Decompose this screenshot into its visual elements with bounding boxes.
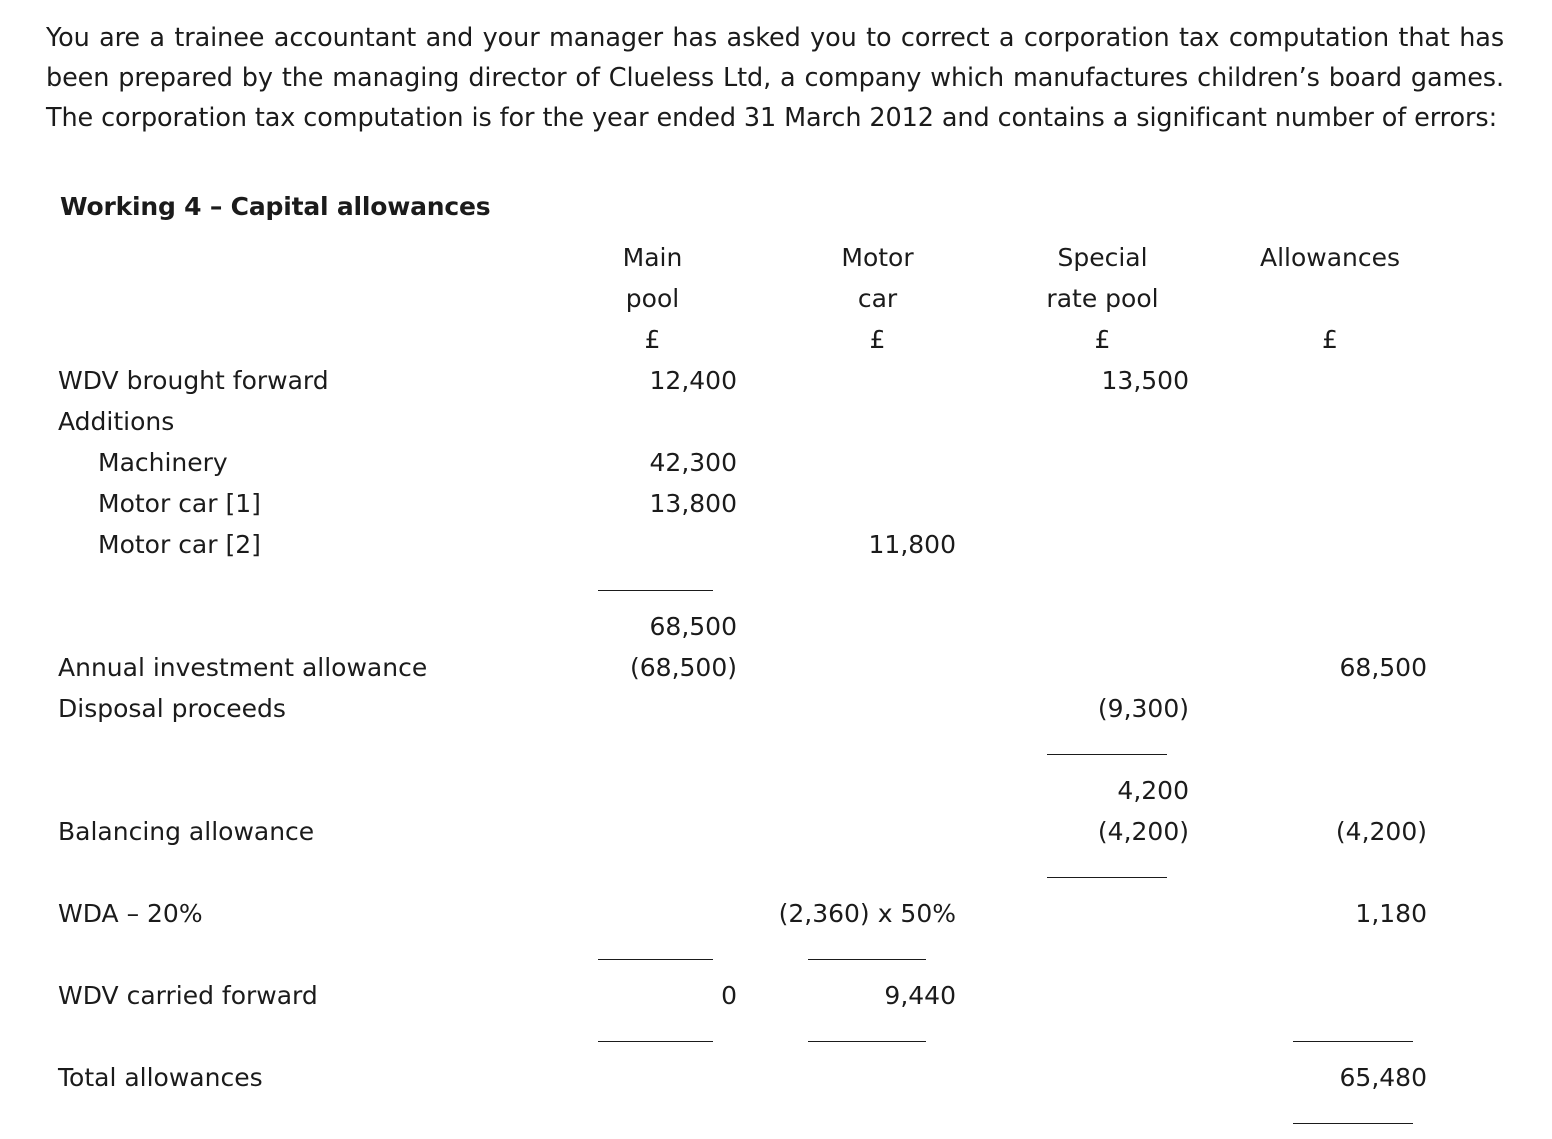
row-label-additions: Additions <box>58 407 175 436</box>
row-allow-machinery <box>1215 442 1445 483</box>
rule-blank-main-3 <box>540 852 765 893</box>
rule-blank-main-2 <box>540 729 765 770</box>
rule-blank-motor <box>765 565 990 606</box>
header-main-pool-line1: Main <box>622 243 683 272</box>
rule-allow-total-top <box>1215 1016 1445 1057</box>
row-main-motor-car-2 <box>540 524 765 565</box>
rule-blank-5 <box>40 1016 540 1057</box>
row-label-srp-balance <box>40 770 540 811</box>
row-allow-motor-car-2 <box>1215 524 1445 565</box>
row-main-machinery: 42,300 <box>649 448 737 477</box>
table-row <box>40 524 1445 565</box>
row-label-total-allowances: Total allowances <box>58 1063 263 1092</box>
row-allow-additions-total <box>1215 606 1445 647</box>
row-srp-machinery <box>990 442 1215 483</box>
row-motor-machinery <box>765 442 990 483</box>
row-srp-wdv-brought-forward: 13,500 <box>1101 366 1189 395</box>
rule-blank-allow <box>1215 565 1445 606</box>
intro-paragraph: You are a trainee accountant and your manager has asked you to correct a corporation tax computation that has been prepared by the managing director of Clueless Ltd, a company which manufactures children’s board games. The corporation tax computation is for the year ended 31 March 2012 and contains a significant number of errors: <box>46 23 1504 133</box>
table-row <box>40 893 1445 934</box>
currency-special-rate-pool: £ <box>1094 325 1111 354</box>
row-motor-motor-car-1 <box>765 483 990 524</box>
row-motor-total-allowances <box>765 1057 990 1098</box>
row-allow-additions <box>1215 401 1445 442</box>
row-srp-motor-car-1 <box>990 483 1215 524</box>
working-heading: Working 4 – Capital allowances <box>60 192 491 221</box>
header-allowances-line2 <box>1215 278 1445 319</box>
subtotal-rule-row-srp-2 <box>40 852 1445 893</box>
row-main-additions-total: 68,500 <box>649 612 737 641</box>
row-motor-wdv-brought-forward <box>765 360 990 401</box>
rule-allow-total-bottom <box>1215 1098 1445 1139</box>
row-motor-motor-car-2: 11,800 <box>868 530 956 559</box>
row-main-annual-investment-allowance: (68,500) <box>630 653 737 682</box>
row-allow-disposal-proceeds <box>1215 688 1445 729</box>
currency-blank <box>40 319 540 360</box>
header-motor-car-line1: Motor <box>841 243 914 272</box>
subtotal-rule-row-main <box>40 565 1445 606</box>
table-row <box>40 606 1445 647</box>
row-allow-total-allowances: 65,480 <box>1339 1063 1427 1092</box>
rule-motor-wdv <box>765 934 990 975</box>
rule-blank-srp-5 <box>990 1016 1215 1057</box>
table-row <box>40 647 1445 688</box>
row-label-wdv-carried-forward: WDV carried forward <box>58 981 318 1010</box>
rule-blank-allow-3 <box>1215 852 1445 893</box>
row-allow-annual-investment-allowance: 68,500 <box>1339 653 1427 682</box>
row-srp-additions <box>990 401 1215 442</box>
row-motor-wda-20: (2,360) <box>778 899 870 928</box>
row-allow-wdv-brought-forward <box>1215 360 1445 401</box>
table-row <box>40 483 1445 524</box>
header-motor-car-line2: car <box>857 284 898 313</box>
row-label-additions-total <box>40 606 540 647</box>
row-allow-wda-20: 1,180 <box>1355 899 1427 928</box>
row-allow-srp-balance <box>1215 770 1445 811</box>
rule-blank-allow-4 <box>1215 934 1445 975</box>
row-label-motor-car-2: Motor car [2] <box>98 530 261 559</box>
rule-blank-3 <box>40 852 540 893</box>
row-main-disposal-proceeds <box>540 688 765 729</box>
subtotal-rule-row-srp <box>40 729 1445 770</box>
currency-motor-car: £ <box>869 325 886 354</box>
row-motor-additions-total <box>765 606 990 647</box>
table-currency-row <box>40 319 1445 360</box>
row-label-annual-investment-allowance: Annual investment allowance <box>58 653 428 682</box>
rule-blank-2 <box>40 729 540 770</box>
row-motor-wda-20-cell <box>765 893 990 934</box>
row-main-additions <box>540 401 765 442</box>
row-main-motor-car-1: 13,800 <box>649 489 737 518</box>
row-srp-additions-total <box>990 606 1215 647</box>
subtotal-rule-row-main-motor <box>40 934 1445 975</box>
closing-rule-row <box>40 1016 1445 1057</box>
header-blank-2 <box>40 278 540 319</box>
row-label-machinery: Machinery <box>98 448 228 477</box>
header-allowances-line1: Allowances <box>1259 243 1401 272</box>
header-main-pool-line2: pool <box>625 284 680 313</box>
row-main-total-allowances <box>540 1057 765 1098</box>
rule-blank-4 <box>40 934 540 975</box>
row-motor-annual-investment-allowance <box>765 647 990 688</box>
row-label-wdv-brought-forward: WDV brought forward <box>58 366 329 395</box>
rule-blank-srp-6 <box>990 1098 1215 1139</box>
row-label-disposal-proceeds: Disposal proceeds <box>58 694 286 723</box>
header-special-rate-pool-line1: Special <box>1057 243 1148 272</box>
row-label-motor-car-1: Motor car [1] <box>98 489 261 518</box>
row-motor-wdv-carried-forward: 9,440 <box>884 981 956 1010</box>
table-row <box>40 401 1445 442</box>
rule-blank-6 <box>40 1098 540 1139</box>
rule-blank-motor-6 <box>765 1098 990 1139</box>
currency-main-pool: £ <box>644 325 661 354</box>
currency-allowances: £ <box>1322 325 1338 354</box>
rule-motor-close <box>765 1016 990 1057</box>
rule-blank-srp <box>990 565 1215 606</box>
rule-main-pool-additions <box>540 565 765 606</box>
row-srp-total-allowances <box>990 1057 1215 1098</box>
row-srp-disposal-proceeds: (9,300) <box>1097 694 1189 723</box>
rule-blank-motor-3 <box>765 852 990 893</box>
row-main-srp-balance <box>540 770 765 811</box>
row-motor-wda-20-note: x 50% <box>877 899 956 928</box>
header-special-rate-pool-line2: rate pool <box>1046 284 1159 313</box>
row-main-wdv-brought-forward: 12,400 <box>649 366 737 395</box>
rule-blank-motor-2 <box>765 729 990 770</box>
table-row <box>40 442 1445 483</box>
row-allow-balancing-allowance: (4,200) <box>1335 817 1427 846</box>
row-motor-disposal-proceeds <box>765 688 990 729</box>
rule-main-close <box>540 1016 765 1057</box>
row-motor-srp-balance <box>765 770 990 811</box>
table-row <box>40 811 1445 852</box>
table-row <box>40 975 1445 1016</box>
rule-srp-disposal <box>990 729 1215 770</box>
table-row <box>40 770 1445 811</box>
row-motor-additions <box>765 401 990 442</box>
rule-blank-main-6 <box>540 1098 765 1139</box>
table-row <box>40 688 1445 729</box>
header-blank <box>40 237 540 278</box>
row-srp-motor-car-2 <box>990 524 1215 565</box>
row-main-wda-20 <box>540 893 765 934</box>
table-header-row-2 <box>40 278 1445 319</box>
row-srp-annual-investment-allowance <box>990 647 1215 688</box>
row-srp-balancing-allowance: (4,200) <box>1097 817 1189 846</box>
row-main-balancing-allowance <box>540 811 765 852</box>
rule-main-wdv <box>540 934 765 975</box>
table-header-row-1 <box>40 237 1445 278</box>
capital-allowances-table <box>40 237 1445 1139</box>
row-srp-srp-balance: 4,200 <box>1117 776 1189 805</box>
row-srp-wda-20 <box>990 893 1215 934</box>
row-srp-wdv-carried-forward <box>990 975 1215 1016</box>
rule-srp-balancing <box>990 852 1215 893</box>
rule-blank-allow-2 <box>1215 729 1445 770</box>
total-rule-row <box>40 1098 1445 1139</box>
row-allow-wdv-carried-forward <box>1215 975 1445 1016</box>
row-allow-motor-car-1 <box>1215 483 1445 524</box>
row-label-balancing-allowance: Balancing allowance <box>58 817 315 846</box>
row-label-wda-20: WDA – 20% <box>58 899 203 928</box>
rule-blank <box>40 565 540 606</box>
row-motor-balancing-allowance <box>765 811 990 852</box>
table-row <box>40 1057 1445 1098</box>
rule-blank-srp-4 <box>990 934 1215 975</box>
table-row <box>40 360 1445 401</box>
row-main-wdv-carried-forward: 0 <box>721 981 737 1010</box>
